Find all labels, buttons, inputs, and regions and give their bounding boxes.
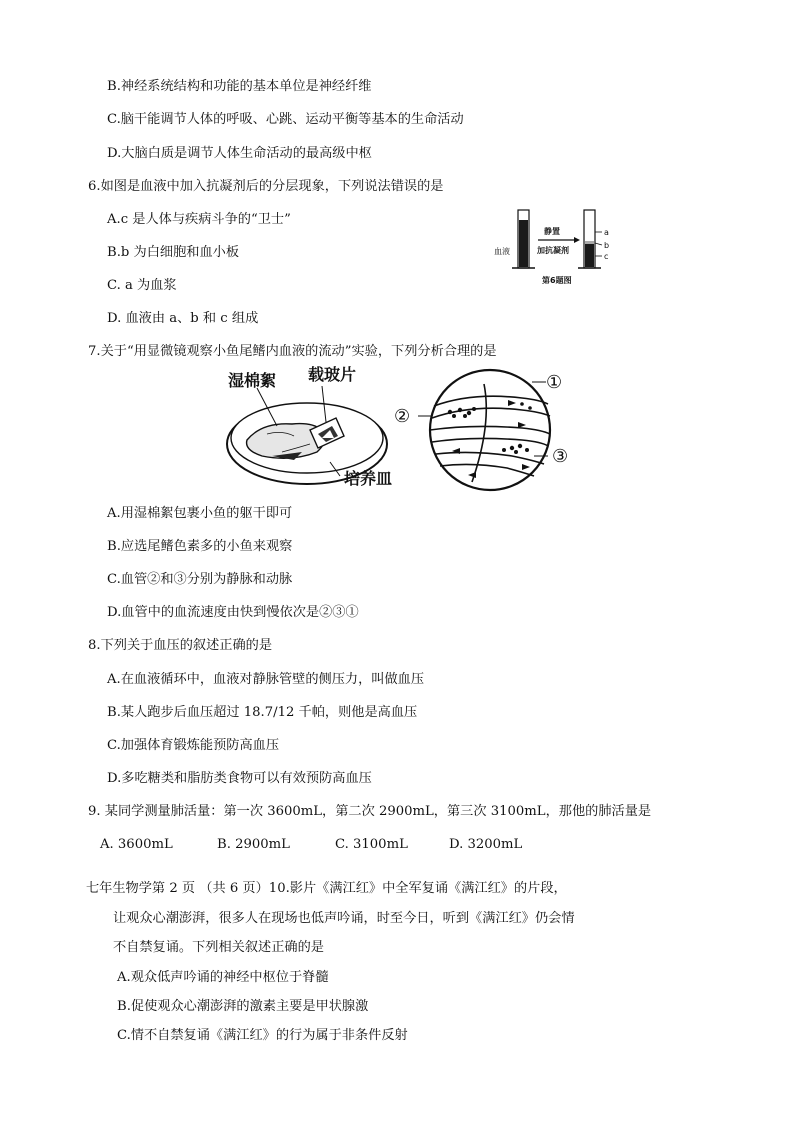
q8-option-d: D.多吃糖类和脂肪类食物可以有效预防高血压 xyxy=(107,771,372,786)
label-glass-slide: 载玻片 xyxy=(308,365,357,384)
q8-option-c: C.加强体育锻炼能预防高血压 xyxy=(107,738,280,753)
label-petri-dish: 培养皿 xyxy=(344,469,393,488)
q10-option-a: A.观众低声吟诵的神经中枢位于脊髓 xyxy=(117,970,329,985)
label-layer-b: b xyxy=(604,241,610,250)
q10-stem-line2: 让观众心潮澎湃，很多人在现场也低声吟诵，时至今日，听到《满江红》仍会情 xyxy=(113,911,575,926)
mark-circle-3: ③ xyxy=(552,446,569,467)
q8-stem: 8.下列关于血压的叙述正确的是 xyxy=(88,638,273,653)
q6-option-c: C. a 为血浆 xyxy=(107,278,177,293)
q6-option-d: D. 血液由 a、b 和 c 组成 xyxy=(107,311,259,326)
q9-option-a: A. 3600mL xyxy=(100,837,173,852)
q10-stem-with-footer: 七年生物学第 2 页 （共 6 页）10.影片《满江红》中全军复诵《满江红》的片段， xyxy=(86,881,567,896)
q10-option-b: B.促使观众心潮澎湃的激素主要是甲状腺激 xyxy=(117,999,369,1014)
q9-options xyxy=(0,837,793,855)
q6-option-b: B.b 为白细胞和血小板 xyxy=(107,245,240,260)
q5-option-b: B.神经系统结构和功能的基本单位是神经纤维 xyxy=(107,79,372,94)
label-layer-a: a xyxy=(604,228,609,237)
q9-stem: 9. 某同学测量肺活量：第一次 3600mL，第二次 2900mL，第三次 3100mL，那他的肺活量是 xyxy=(88,804,652,819)
q7-stem: 7.关于“用显微镜观察小鱼尾鳍内血液的流动”实验，下列分析合理的是 xyxy=(88,344,497,359)
q9-option-c: C. 3100mL xyxy=(335,837,408,852)
fish-tail-figure xyxy=(222,364,582,498)
q9-option-b: B. 2900mL xyxy=(217,837,290,852)
q7-option-d: D.血管中的血流速度由快到慢依次是②③① xyxy=(107,605,359,620)
q8-option-b: B.某人跑步后血压超过 18.7/12 千帕，则他是高血压 xyxy=(107,705,418,720)
label-stand: 静置 xyxy=(544,227,560,236)
q10-stem-line3: 不自禁复诵。下列相关叙述正确的是 xyxy=(113,940,324,955)
q5-option-c: C.脑干能调节人体的呼吸、心跳、运动平衡等基本的生命活动 xyxy=(107,112,464,127)
blood-tube-figure xyxy=(490,206,620,292)
q9-option-d: D. 3200mL xyxy=(449,837,523,852)
q7-option-c: C.血管②和③分别为静脉和动脉 xyxy=(107,572,293,587)
mark-circle-2: ② xyxy=(394,406,411,427)
q5-option-d: D.大脑白质是调节人体生命活动的最高级中枢 xyxy=(107,146,372,161)
q6-stem: 6.如图是血液中加入抗凝剂后的分层现象，下列说法错误的是 xyxy=(88,179,444,194)
q6-option-a: A.c 是人体与疾病斗争的“卫士” xyxy=(107,212,291,227)
mark-circle-1: ① xyxy=(546,372,563,393)
label-blood: 血液 xyxy=(494,247,510,256)
label-wet-cotton: 湿棉絮 xyxy=(228,371,277,390)
label-layer-c: c xyxy=(604,252,609,261)
q7-option-b: B.应选尾鳍色素多的小鱼来观察 xyxy=(107,539,293,554)
label-anticoagulant: 加抗凝剂 xyxy=(537,246,569,255)
q7-option-a: A.用湿棉絮包裹小鱼的躯干即可 xyxy=(107,506,293,521)
q8-option-a: A.在血液循环中，血液对静脉管壁的侧压力，叫做血压 xyxy=(107,672,425,687)
q10-option-c: C.情不自禁复诵《满江红》的行为属于非条件反射 xyxy=(117,1028,408,1043)
figure-caption-q6: 第6题图 xyxy=(542,276,572,285)
